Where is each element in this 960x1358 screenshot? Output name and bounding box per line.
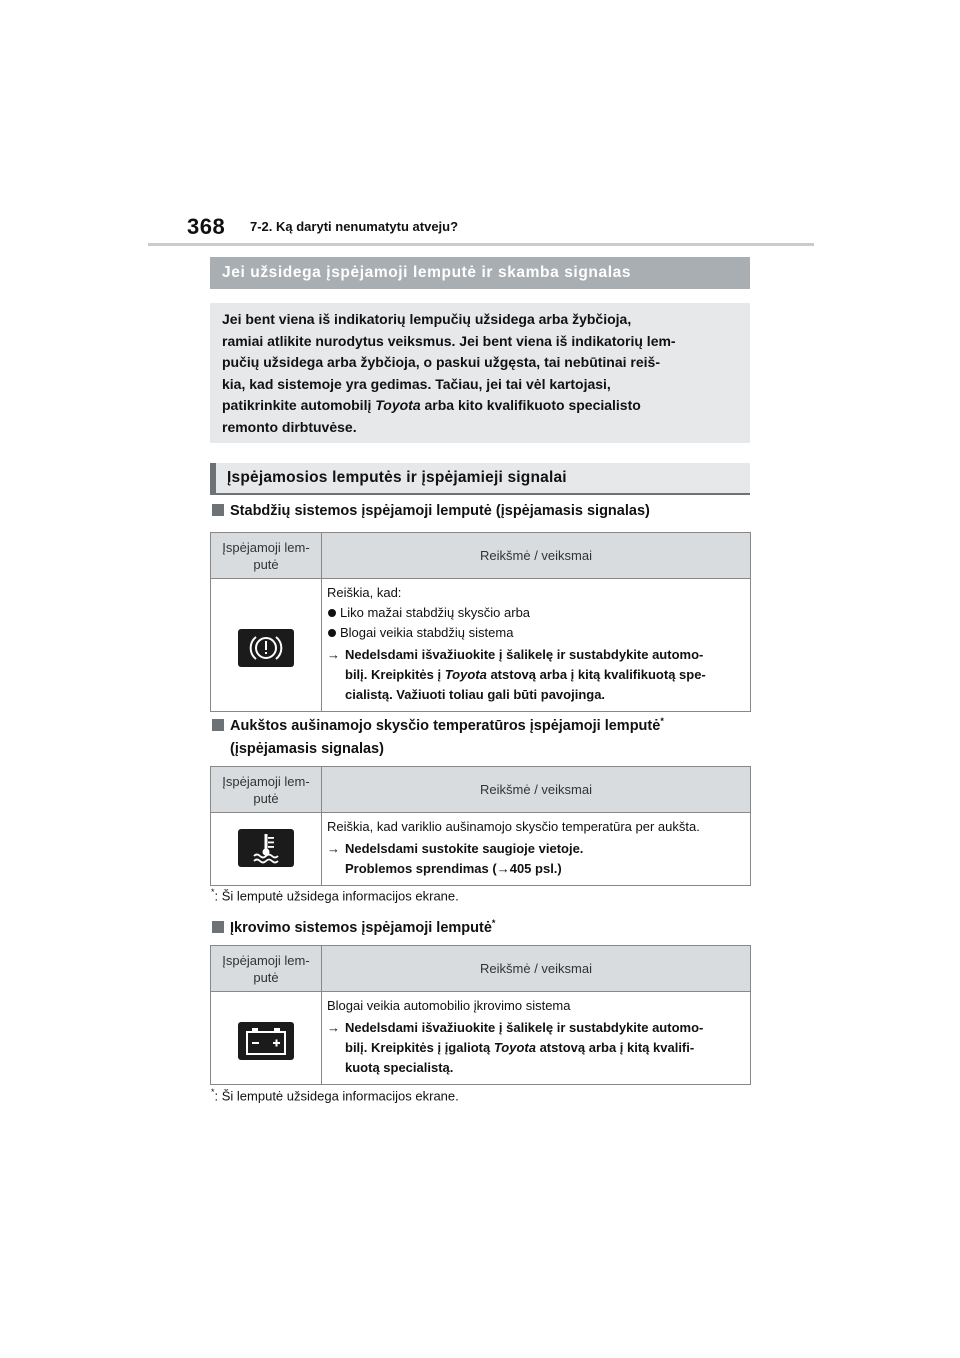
table-header-row [211, 767, 751, 813]
note-line: patikrinkite automobilį Toyota arba kito kvalifikuoto specialisto [222, 397, 641, 413]
header-divider [148, 243, 814, 246]
column-header-lamp: Įspėjamoji lem- putė [211, 946, 322, 992]
footnote: *: Ši lemputė užsidega informacijos ekrane. [211, 1087, 459, 1104]
intro-note [210, 303, 750, 443]
action-text: → Nedelsdami išvažiuokite į šalikelę ir sustabdykite automo- bilį. Kreipkitės į įgaliotą Toyota atstovą arba į kitą kvalifi- kuotą specialistą. [327, 1018, 744, 1078]
square-bullet-icon [212, 921, 224, 933]
column-header-meaning: Reikšmė / veiksmai [322, 533, 751, 579]
column-header-lamp: Įspėjamoji lem- putė [211, 767, 322, 813]
coolant-temperature-icon [238, 829, 294, 867]
section-heading: Įspėjamosios lemputės ir įspėjamieji signalai [210, 463, 750, 495]
arrow-icon: → [327, 841, 340, 856]
page-number: 368 [187, 214, 226, 239]
column-header-meaning: Reikšmė / veiksmai [322, 767, 751, 813]
coolant-table [210, 766, 751, 886]
icon-cell [211, 579, 322, 712]
footnote: *: Ši lemputė užsidega informacijos ekrane. [211, 887, 459, 904]
action-text: → Nedelsdami sustokite saugioje vietoje. Problemos sprendimas (→405 psl.) [327, 839, 744, 879]
brand-name: Toyota [375, 397, 421, 413]
brand-name: Toyota [493, 1040, 536, 1055]
coolant-heading: Aukštos aušinamojo skysčio temperatūros įspėjamoji lemputė* (įspėjamasis signalas) [212, 710, 664, 761]
icon-cell [211, 992, 322, 1085]
column-header-lamp: Įspėjamoji lem- putė [211, 533, 322, 579]
charging-table [210, 945, 751, 1085]
meaning-cell [322, 579, 751, 712]
brake-warning-icon [238, 629, 294, 667]
note-line: pučių užsidega arba žybčioja, o paskui užgęsta, tai nebūtinai reiš- [222, 354, 660, 370]
square-bullet-icon [212, 504, 224, 516]
meaning-cell [322, 813, 751, 886]
icon-cell [211, 813, 322, 886]
note-line: remonto dirbtuvėse. [222, 418, 357, 435]
table-row [211, 992, 751, 1085]
battery-charging-icon [238, 1022, 294, 1060]
chapter-title: 7-2. Ką daryti nenumatytu atveju? [250, 219, 459, 234]
square-bullet-icon [212, 719, 224, 731]
table-header-row [211, 533, 751, 579]
meaning-text: Reiškia, kad variklio aušinamojo skysčio temperatūra per aukšta. [327, 819, 700, 834]
column-header-meaning: Reikšmė / veiksmai [322, 946, 751, 992]
arrow-icon: → [327, 1020, 340, 1035]
table-row [211, 579, 751, 712]
note-line: kia, kad sistemoje yra gedimas. Tačiau, jei tai vėl kartojasi, [222, 375, 611, 392]
list-item: Liko mažai stabdžių skysčio arba [327, 603, 744, 623]
list-item: Blogai veikia stabdžių sistema [327, 623, 744, 643]
action-text: → Nedelsdami išvažiuokite į šalikelę ir sustabdykite automo- bilį. Kreipkitės į Toyota atstovą arba į kitą kvalifikuotą spe- cialistą. Važiuoti toliau gali būti pavojinga. [327, 645, 744, 705]
brake-heading: Stabdžių sistemos įspėjamoji lemputė (įspėjamasis signalas) [212, 500, 650, 523]
table-row [211, 813, 751, 886]
note-line: Jei bent viena iš indikatorių lempučių užsidega arba žybčioja, [222, 311, 632, 327]
section-banner: Jei užsidega įspėjamoji lemputė ir skamba signalas [210, 257, 750, 289]
meaning-text: Blogai veikia automobilio įkrovimo sistema [327, 998, 571, 1013]
table-header-row [211, 946, 751, 992]
arrow-icon: → [327, 647, 340, 662]
brand-name: Toyota [444, 667, 487, 682]
meaning-intro: Reiškia, kad: [327, 585, 402, 600]
note-line: ramiai atlikite nurodytus veiksmus. Jei bent viena iš indikatorių lem- [222, 332, 676, 349]
meaning-cell [322, 992, 751, 1085]
brake-table [210, 532, 751, 712]
charging-heading: Įkrovimo sistemos įspėjamoji lemputė* [212, 912, 495, 940]
